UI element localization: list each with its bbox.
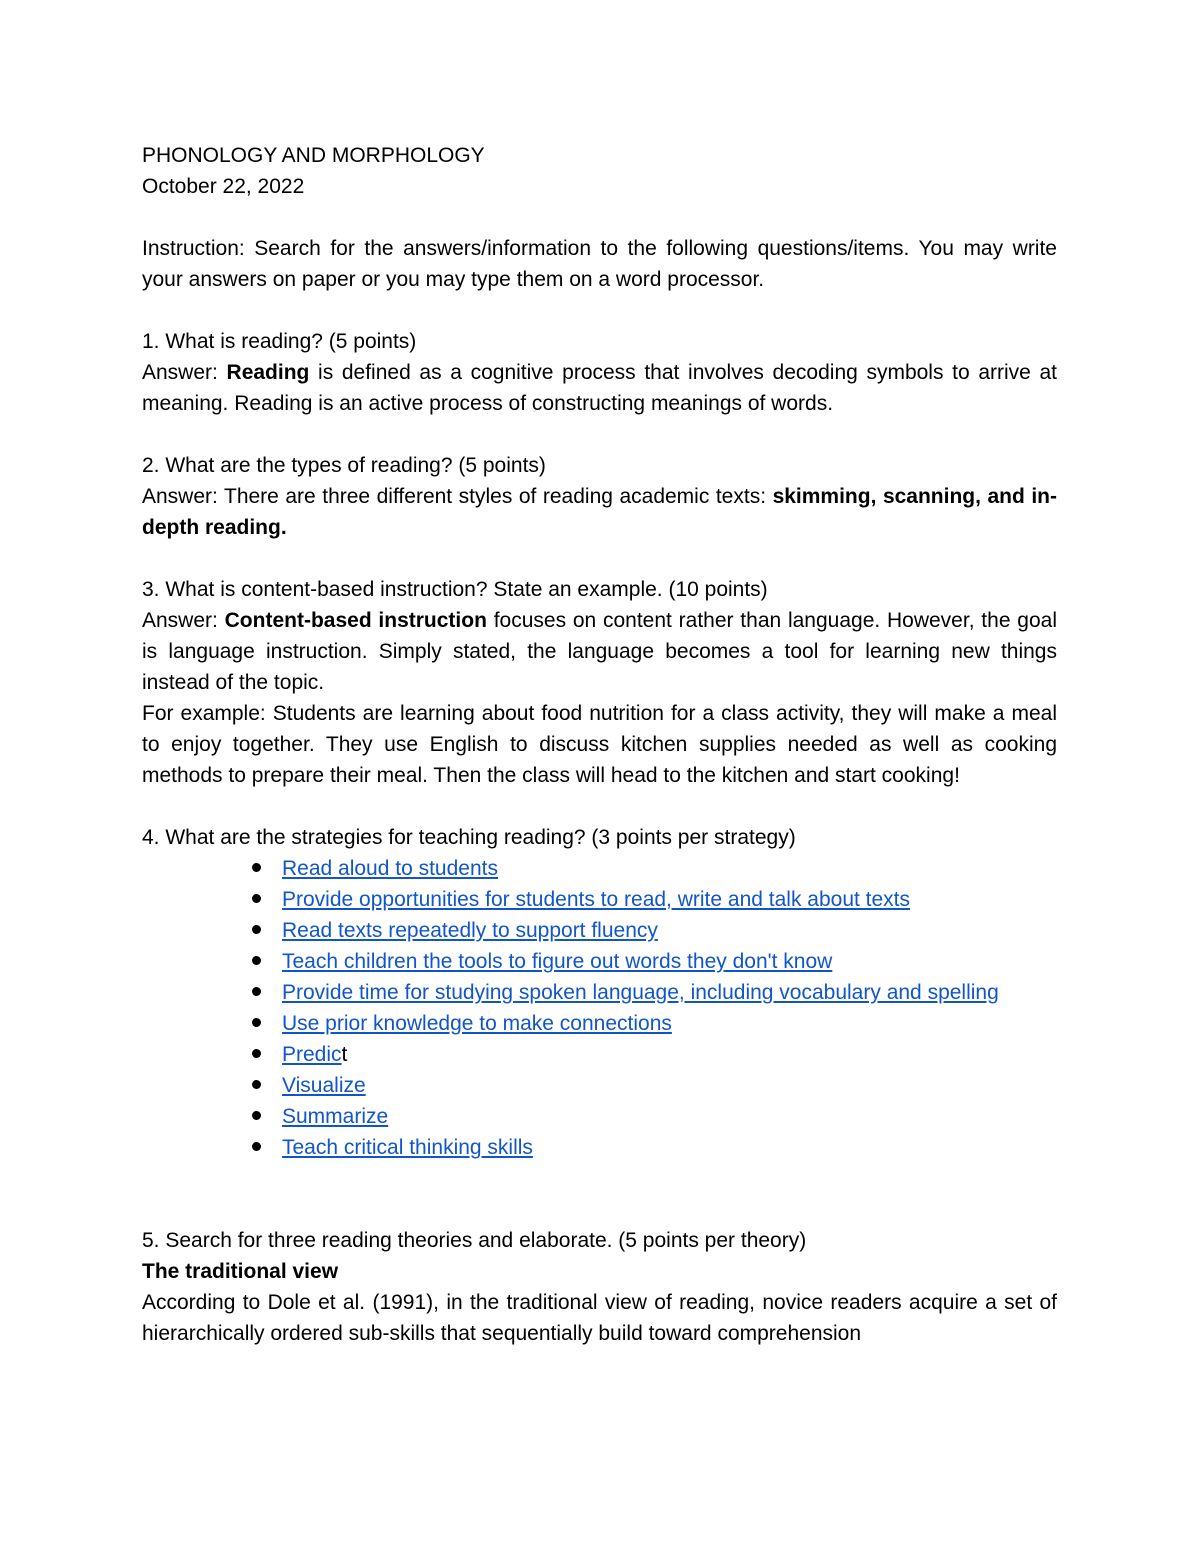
strategy-link-predict[interactable]: Predic — [282, 1043, 342, 1066]
bullet-icon — [250, 1101, 262, 1132]
strategy-list — [142, 853, 1057, 1163]
bullet-icon — [250, 915, 262, 946]
answer-3-term: Content-based instruction — [224, 609, 487, 632]
bullet-icon — [250, 1008, 262, 1039]
list-item — [282, 1008, 1057, 1039]
strategy-link-visualize[interactable]: Visualize — [282, 1074, 366, 1097]
strategy-link-spoken-language[interactable]: Provide time for studying spoken language, including vocabulary and spelling — [282, 981, 999, 1004]
theory-paragraph: According to Dole et al. (1991), in the traditional view of reading, novice readers acquire a set of hierarchically ordered sub-skills that sequentially build toward comprehension — [142, 1291, 1057, 1345]
question-4: 4. What are the strategies for teaching reading? (3 points per strategy) — [142, 826, 796, 849]
answer-3-text: focuses on content rather than language. However, the goal is language instruction. Simply stated, the language becomes a tool for learning new things instead of the topic. — [142, 609, 1057, 694]
list-item — [282, 977, 1057, 1008]
strategy-link-prior-knowledge[interactable]: Use prior knowledge to make connections — [282, 1012, 672, 1035]
document-date: October 22, 2022 — [142, 175, 305, 198]
strategy-link-opportunities[interactable]: Provide opportunities for students to read, write and talk about texts — [282, 888, 911, 911]
document-page — [142, 140, 1057, 1349]
answer-3-prefix: Answer: — [142, 609, 225, 632]
spacer — [142, 202, 1057, 233]
strategy-link-tools[interactable]: Teach children the tools to figure out words they don't know — [282, 950, 833, 973]
strategy-link-summarize[interactable]: Summarize — [282, 1105, 389, 1128]
spacer — [142, 419, 1057, 450]
answer-3-example: For example: Students are learning about food nutrition for a class activity, they will make a meal to enjoy together. They use English to discuss kitchen supplies needed as well as cooking methods to prepare their meal. Then the class will head to the kitchen and start cooking! — [142, 702, 1057, 787]
answer-1-term: Reading — [226, 361, 310, 384]
question-2: 2. What are the types of reading? (5 points) — [142, 454, 546, 477]
answer-1-text: is defined as a cognitive process that involves decoding symbols to arrive at meaning. Reading is an active process of constructing meanings of words. — [142, 361, 1057, 415]
question-1: 1. What is reading? (5 points) — [142, 330, 417, 353]
list-item — [282, 946, 1057, 977]
theory-heading: The traditional view — [142, 1260, 339, 1283]
bullet-icon — [250, 853, 262, 884]
bullet-icon — [250, 884, 262, 915]
bullet-icon — [250, 1132, 262, 1163]
strategy-link-critical-thinking[interactable]: Teach critical thinking skills — [282, 1136, 533, 1159]
list-item — [282, 884, 1057, 915]
list-item — [282, 915, 1057, 946]
question-3: 3. What is content-based instruction? State an example. (10 points) — [142, 578, 768, 601]
strategy-tail: t — [341, 1043, 348, 1066]
list-item — [282, 1070, 1057, 1101]
answer-1-prefix: Answer: — [142, 361, 227, 384]
bullet-icon — [250, 1070, 262, 1101]
spacer — [142, 543, 1057, 574]
answer-1 — [142, 357, 1057, 419]
bullet-icon — [250, 977, 262, 1008]
spacer — [142, 791, 1057, 822]
spacer — [142, 295, 1057, 326]
strategy-link-fluency[interactable]: Read texts repeatedly to support fluency — [282, 919, 658, 942]
answer-2 — [142, 481, 1057, 543]
list-item — [282, 853, 1057, 884]
spacer — [142, 1163, 1057, 1225]
answer-2-text: Answer: There are three different styles of reading academic texts: — [142, 485, 773, 508]
strategy-link-read-aloud[interactable]: Read aloud to students — [282, 857, 498, 880]
list-item — [282, 1132, 1057, 1163]
document-title: PHONOLOGY AND MORPHOLOGY — [142, 144, 485, 167]
list-item — [282, 1101, 1057, 1132]
bullet-icon — [250, 1039, 262, 1070]
answer-2-terms: skimming, scanning, and in-depth reading. — [142, 485, 1057, 539]
bullet-icon — [250, 946, 262, 977]
instruction-paragraph: Instruction: Search for the answers/information to the following questions/items. You may write your answers on paper or you may type them on a word processor. — [142, 237, 1057, 291]
answer-3 — [142, 605, 1057, 698]
question-5: 5. Search for three reading theories and elaborate. (5 points per theory) — [142, 1229, 807, 1252]
list-item — [282, 1039, 1057, 1070]
